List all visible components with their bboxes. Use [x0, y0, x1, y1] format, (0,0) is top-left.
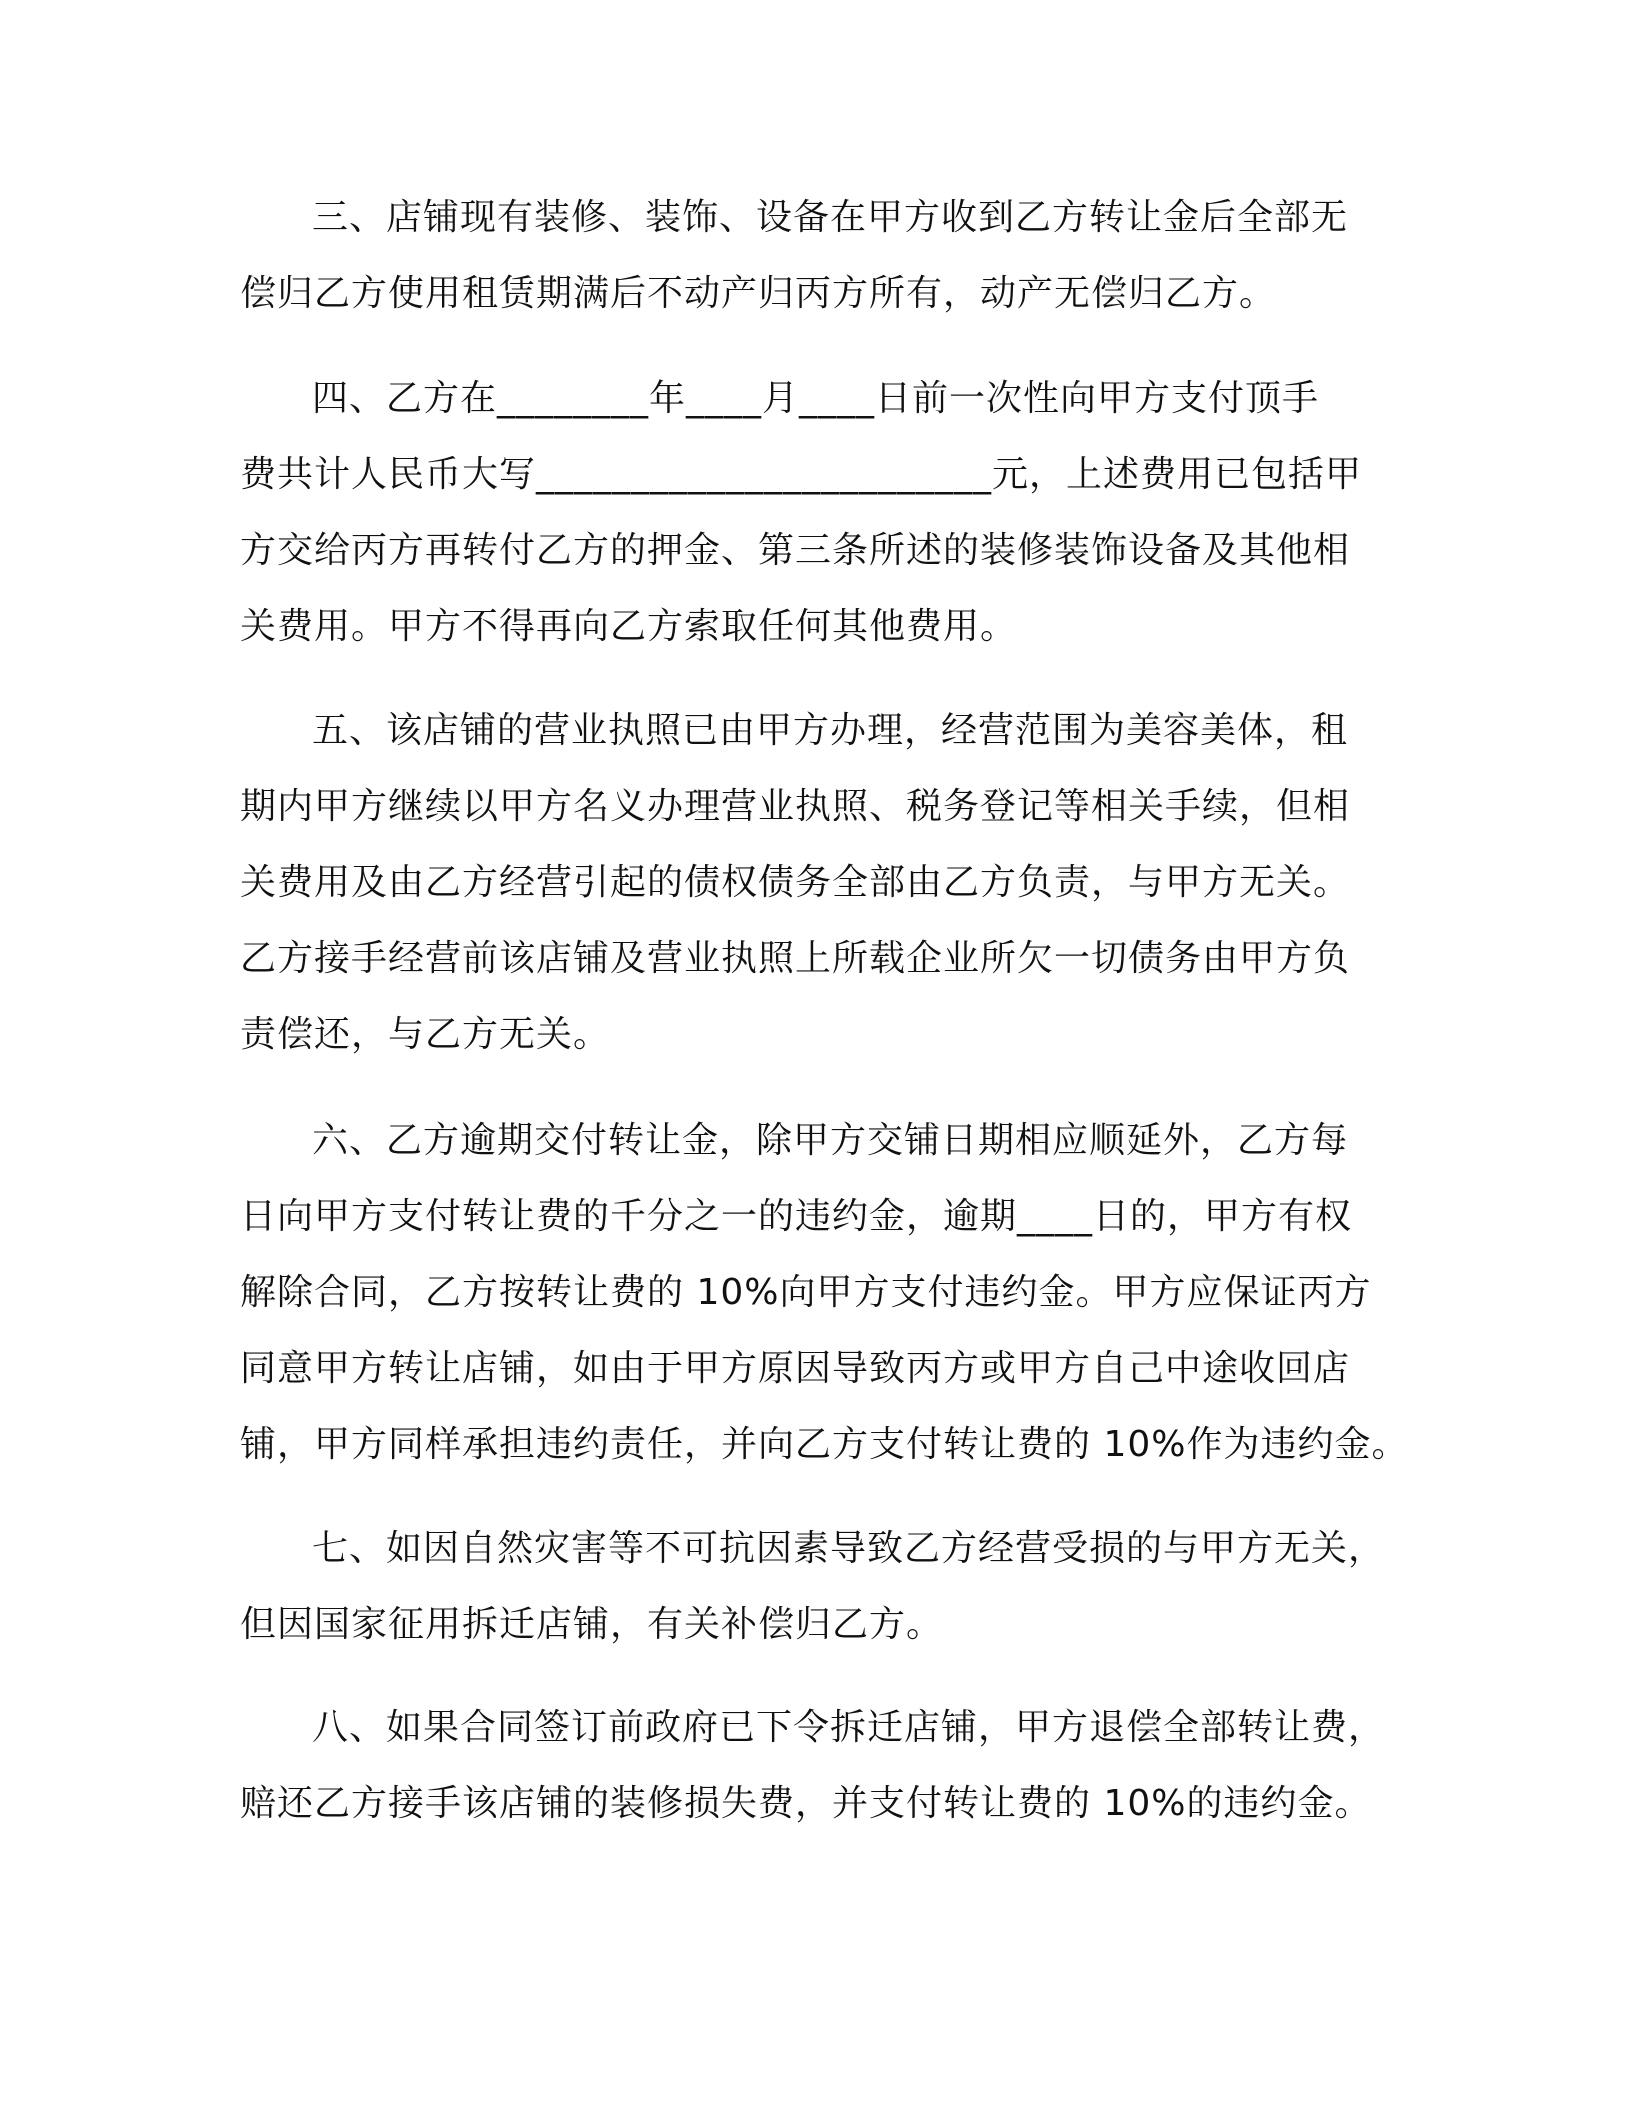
- clause-line: 解除合同，乙方按转让费的 10%向甲方支付违约金。甲方应保证丙方: [240, 1272, 1372, 1313]
- clause-line: 关费用。甲方不得再向乙方索取任何其他费用。: [240, 606, 1018, 647]
- clause-3: [240, 180, 1390, 332]
- clause-8: [240, 1690, 1390, 1842]
- clause-line: 方交给丙方再转付乙方的押金、第三条所述的装修装饰设备及其他相: [240, 530, 1351, 571]
- clause-line: 铺，甲方同样承担违约责任，并向乙方支付转让费的 10%作为违约金。: [240, 1424, 1409, 1465]
- clause-line: 五、该店铺的营业执照已由甲方办理，经营范围为美容美体，租: [312, 710, 1349, 751]
- clause-7: [240, 1511, 1390, 1663]
- clause-line: 三、店铺现有装修、装饰、设备在甲方收到乙方转让金后全部无: [312, 197, 1349, 238]
- clause-line: 四、乙方在________年____月____日前一次性向甲方支付顶手: [312, 378, 1320, 419]
- clause-line: 但因国家征用拆迁店铺，有关补偿归乙方。: [240, 1604, 944, 1645]
- clause-line: 期内甲方继续以甲方名义办理营业执照、税务登记等相关手续，但相: [240, 786, 1351, 827]
- clause-line: 乙方接手经营前该店铺及营业执照上所载企业所欠一切债务由甲方负: [240, 938, 1351, 979]
- clause-5: [240, 693, 1390, 1073]
- clause-line: 七、如因自然灾害等不可抗因素导致乙方经营受损的与甲方无关，: [312, 1528, 1386, 1569]
- clause-4: [240, 361, 1390, 665]
- clause-line: 八、如果合同签订前政府已下令拆迁店铺，甲方退偿全部转让费，: [312, 1707, 1386, 1748]
- clause-6: [240, 1103, 1409, 1483]
- clause-line: 六、乙方逾期交付转让金，除甲方交铺日期相应顺延外，乙方每: [312, 1120, 1349, 1161]
- clause-line: 赔还乙方接手该店铺的装修损失费，并支付转让费的 10%的违约金。: [240, 1783, 1372, 1824]
- clause-line: 同意甲方转让店铺，如由于甲方原因导致丙方或甲方自己中途收回店: [240, 1348, 1351, 1389]
- clause-line: 责偿还，与乙方无关。: [240, 1014, 611, 1055]
- clause-line: 费共计人民币大写________________________元，上述费用已包括甲: [240, 454, 1363, 495]
- clause-line: 日向甲方支付转让费的千分之一的违约金，逾期____日的，甲方有权: [240, 1196, 1353, 1237]
- clause-line: 关费用及由乙方经营引起的债权债务全部由乙方负责，与甲方无关。: [240, 862, 1351, 903]
- clause-line: 偿归乙方使用租赁期满后不动产归丙方所有，动产无偿归乙方。: [240, 273, 1277, 314]
